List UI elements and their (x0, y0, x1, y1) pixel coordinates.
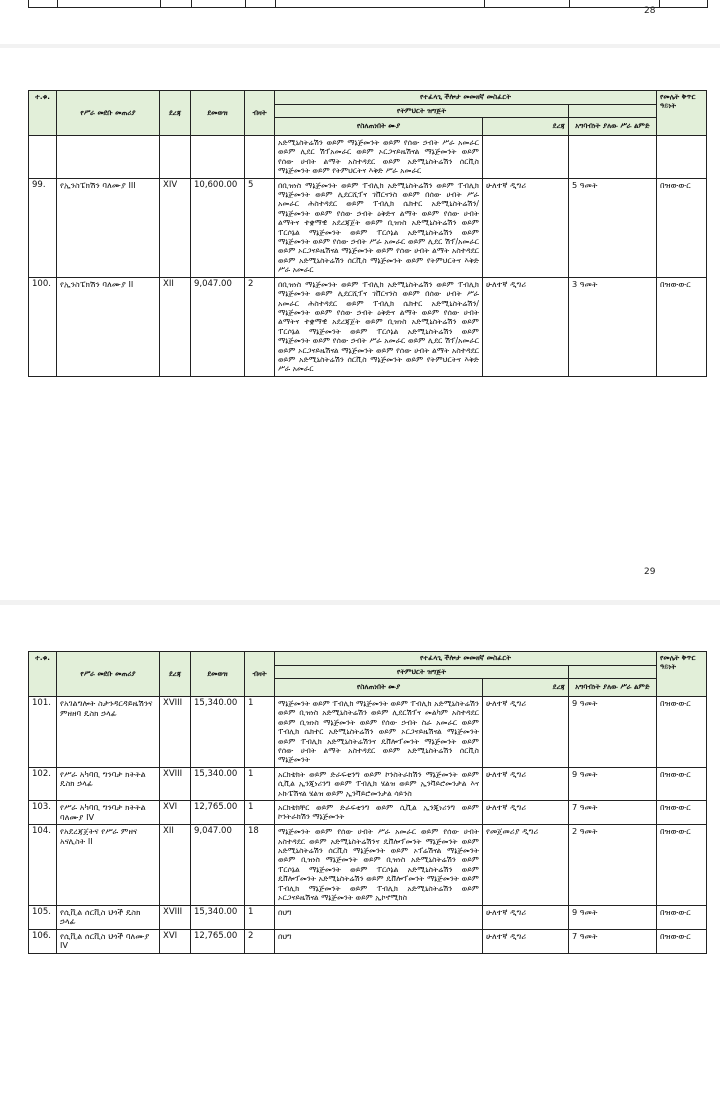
header-field: የስለጠነበት ሙያ (275, 679, 483, 697)
experience: 2 ዓመት (569, 825, 657, 905)
header-field: የስለጠነበት ሙያ (275, 118, 483, 136)
count: 18 (245, 825, 275, 905)
header-qualification: የተፈላጊ ችሎታ መመዘኛ መስፈርት (275, 652, 657, 666)
selection-type: በዝውውር (657, 929, 707, 953)
table-row (29, 697, 707, 768)
count: 1 (245, 697, 275, 768)
row-number: 103. (29, 801, 57, 825)
education-level: ሁለተኛ ዲግሪ (483, 905, 569, 929)
header-count: ብዛት (245, 652, 275, 697)
grade: XVI (160, 929, 191, 953)
row-number: 100. (29, 277, 57, 376)
grade: XIV (160, 178, 191, 277)
education-level: ሁለተኛ ዲግሪ (483, 697, 569, 768)
field-of-study: አርክቴክቸር ወይም ድራፍቲንግ ወይም ሲቪል ኢንጂነሪንግ ወይም ኮንትራክሽን ማኔጅመንት (275, 801, 483, 825)
vacancy-table (28, 651, 707, 954)
salary: 9,047.00 (191, 825, 245, 905)
selection-type: በዝውውር (657, 801, 707, 825)
header-level: ደረጃ (483, 118, 569, 136)
selection-type: በዝውውር (657, 697, 707, 768)
header-selection: የመሌት ቅጥር ዓይነት (657, 652, 707, 697)
row-number: 102. (29, 767, 57, 800)
header-qualification: የተፈላጊ ችሎታ መመዘኛ መስፈርት (275, 91, 657, 105)
experience: 9 ዓመት (569, 697, 657, 768)
job-title: የሥራ አካባቢ ግንባታ ክትትል ዴስክ ኃላፊ (57, 767, 160, 800)
grade: XVI (160, 801, 191, 825)
education-level: የመጀመሪያ ዲግሪ (483, 825, 569, 905)
grade: XII (160, 277, 191, 376)
education-level: ሁለተኛ ዲግሪ (483, 178, 569, 277)
count: 1 (245, 767, 275, 800)
grade: XVIII (160, 697, 191, 768)
job-title: የኢንስፔክሽን ባለሙያ III (57, 178, 160, 277)
count: 1 (245, 905, 275, 929)
count: 5 (245, 178, 275, 277)
salary: 12,765.00 (191, 801, 245, 825)
experience: 3 ዓመት (569, 277, 657, 376)
page-number: 28 (644, 6, 656, 16)
header-empty (569, 104, 657, 118)
table-row (29, 277, 707, 376)
field-of-study: አርክቴክት ወይም ድራፍቲንግ ወይም ኮንስትራክሽን ማኔጅመንት ወይም ሲቪል ኢንጂነሪንግ ወይም ፐብሊክ ሄልዝ ወይም ኢንቫይሮመንታል እና ኦኩፔሽናል ሄልዝ ወይም ኢንቫይሮመንታል ሳይንስ (275, 767, 483, 800)
row-number: 106. (29, 929, 57, 953)
header-experience: አግባብነት ያለው ሥራ ልምድ (569, 679, 657, 697)
experience: 5 ዓመት (569, 178, 657, 277)
header-job-title: የሥራ መደቡ መጠሪያ (57, 91, 160, 136)
grade: XVIII (160, 767, 191, 800)
job-title: የኢንስፔክሽን ባለሙያ II (57, 277, 160, 376)
job-title: የሲቪል ሰርቪስ ህጎች ባለሙያ IV (57, 929, 160, 953)
header-salary: ደመወዝ (191, 652, 245, 697)
header-no: ተ.ቁ. (29, 91, 57, 136)
header-level: ደረጃ (483, 679, 569, 697)
salary: 15,340.00 (191, 767, 245, 800)
header-grade: ደረጃ (160, 91, 191, 136)
row-number: 104. (29, 825, 57, 905)
header-salary: ደመወዝ (191, 91, 245, 136)
row-number: 105. (29, 905, 57, 929)
table-row (29, 801, 707, 825)
count: 2 (245, 277, 275, 376)
grade: XVIII (160, 905, 191, 929)
header-no: ተ.ቁ. (29, 652, 57, 697)
experience: 7 ዓመት (569, 801, 657, 825)
count: 2 (245, 929, 275, 953)
selection-type: በዝውውር (657, 178, 707, 277)
row-number: 101. (29, 697, 57, 768)
education-level: ሁለተኛ ዲግሪ (483, 767, 569, 800)
field-of-study: በቢዝነስ ማኔጅመንት ወይም ፐብሊክ አድሚኒስትሬሽን ወይም ፐብሊክ ማኔጅመንት ወይም ሊደርሺፕና ገቨርናንስ ወይም በሰው ሀብት ሥራ አመራር ሕስተዳደር ወይም ፐብሊክ ሴክተር አድሚኒስትሬሽን/ ማኔጅመንት ወይም የሰው ኃብት ዕቅድና ልማት ወይም የሰው ሀብት ልማትና ተቋማዊ አደረጃጀት ወይም ቢዝነስ አድሚኒስትሬሽን ወይም ፐርሶኔል ማኔጅመንት ወይም ፐርሶኔል አድሚኒስትሬሽን ወይም ማኔጅመንት ወይም የሰው ኃብት ሥራ አመራር ወይም ሊደር ሽፕ/አመራር ወይም ኦርጋናይዜሽናል ማኔጅመንት ወይም የሰው ሀብት ልማት አስተዳደር ወይም አድሚኒስትሬሽን ሰርቪስ ማኔጅመንት ወይም የትምህርትና እቅድ ሥራ አመራር (275, 178, 483, 277)
field-of-study: በህግ (275, 929, 483, 953)
salary: 9,047.00 (191, 277, 245, 376)
field-of-study: አድሚኒስትሬሽን ወይም ማኔጅመንት ወይም የሰው ኃብት ሥራ አመራር ወይም ሊደር ሽፕአመራር ወይም ኦርጋናይዜሽናል ማኔጅመንት ወይም የሰው ሀብት ልማት አስተዳደር ወይም አድሚኒስትሬሽን ሰርቪስ ማኔጅመንት ወይም የትምህርትና እቅድ ሥራ አመራር (275, 136, 483, 179)
job-title: የሥራ አካባቢ ግንባታ ክትትል ባለሙያ IV (57, 801, 160, 825)
selection-type: በዝውውር (657, 277, 707, 376)
page-28-tail (0, 0, 720, 44)
field-of-study: ማኔጅመንት ወይም ፐብሊክ ማኔጅመንት ወይም ፐብሊክ አድሚኒስትሬሽን ወይም ቢዝነስ አድሚኒስትሬሽን ወይም ሊደርሽፕና መልካም አስተዳደር ወይም ቢዝነስ ማኔጅመንት ወይም የሰው ኃብት ስራ አመራር ወይም ፐብሊክ ሴክተር አድሚኒስትሬሽን ወይም ኦርጋናይዜሽናል ማኔጅመንት ወይም ፐብሊክ አድሚኒስትሬሽንና ዴቨሎፕመንት ማኔጅመንት ወይም የሰው ሀብት ልማት አስተዳደር ወይም አድሚኒስትሬሽን ሰርቪስ ማኔጅመንት (275, 697, 483, 768)
header-empty (569, 665, 657, 679)
header-education: የትምህርት ዝግጅት (275, 665, 569, 679)
salary: 15,340.00 (191, 697, 245, 768)
table-bottom-edge (28, 0, 708, 8)
header-grade: ደረጃ (160, 652, 191, 697)
vacancy-table (28, 90, 707, 377)
header-count: ብዛት (245, 91, 275, 136)
experience: 9 ዓመት (569, 767, 657, 800)
table-row (29, 136, 707, 179)
selection-type: በዝውውር (657, 825, 707, 905)
page-29 (0, 48, 720, 600)
experience: 7 ዓመት (569, 929, 657, 953)
grade: XII (160, 825, 191, 905)
table-row (29, 825, 707, 905)
table-row (29, 767, 707, 800)
job-title: የአገልግሎት ስታንዳርዳይዜሽንና ምዘዘባ ዴስክ ኃላፊ (57, 697, 160, 768)
education-level: ሁለተኛ ዲግሪ (483, 801, 569, 825)
page-number: 29 (644, 567, 656, 577)
header-job-title: የሥራ መደቡ መጠሪያ (57, 652, 160, 697)
salary: 15,340.00 (191, 905, 245, 929)
selection-type: በዝውውር (657, 767, 707, 800)
header-experience: አግባብነት ያለው ሥራ ልምድ (569, 118, 657, 136)
header-selection: የመሌት ቅጥር ዓይነት (657, 91, 707, 136)
table-row (29, 905, 707, 929)
row-number: 99. (29, 178, 57, 277)
field-of-study: በቢዝነስ ማኔጅመንት ወይም ፐብሊክ አድሚኒስትሬሽን ወይም ፐብሊክ ማኔጅመንት ወይም ሊደርሺፕና ገቨርናንስ ወይም በሰው ሀብት ሥራ አመራር ሕስተዳደር ወይም ፐብሊክ ሴክተር አድሚኒስትሬሽን/ ማኔጅመንት ወይም የሰው ኃብት ዕቅድና ልማት ወይም የሰው ሀብት ልማትና ተቋማዊ አደረጃጀት ወይም ቢዝነስ አድሚኒስትሬሽን ወይም ፐርሶኔል ማኔጅመንት ወይም ፐርሶኔል አድሚኒስትሬሽን ወይም ማኔጅመንት ወይም የሰው ኃብት ሥራ አመራር ወይም ሊደር ሽፕ/አመራር ወይም ኦርጋናይዜሽናል ማኔጅመንት ወይም የሰው ሀብት ልማት አስተዳደር ወይም አድሚኒስትሬሽን ሰርቪስ ማኔጅመንት ወይም የትምህርትና እቅድ ሥራ አመራር (275, 277, 483, 376)
page-30 (0, 605, 720, 1103)
field-of-study: በህግ (275, 905, 483, 929)
field-of-study: ማኔጅመንት ወይም የሰው ሀብት ሥራ አመራር ወይም የሰው ሀብት አስተዳደር ወይም አድሚኒስትሬሽንና ዴቨሎፕመንት ማኔጅመንት ወይም አድሚኒስትሬሽን ሰርቪስ ማኔጅመንት ወይም ኦፕሬሽናል ማኔጅመንት ወይም ቢዝነስ ማኔጅመንት ወይም ቢዝነስ አድሚኒስትሬሽን ወይም ፐርሶኔል ማኔጅመንት ወይም ፐርሶኔል አድሚኒስትሬሽን ወይም ዴቨሎፕመንት አድሚኒስትሬሽን ወይም ዴቨሎፕመንት ማኔጅመንት ወይም ፐብሊክ ማኔጅመንት ወይም ፐብሊክ አድሚኒስትሬሽን ወይም ኦርጋናይዜሽናል ማኔጅመንት ወይም ኢኮኖሚክስ (275, 825, 483, 905)
salary: 12,765.00 (191, 929, 245, 953)
job-title: የሲቪል ሰርቪስ ህጎች ዴስክ ኃላፊ (57, 905, 160, 929)
header-education: የትምህርት ዝግጅት (275, 104, 569, 118)
table-row (29, 178, 707, 277)
education-level: ሁለተኛ ዲግሪ (483, 277, 569, 376)
count: 1 (245, 801, 275, 825)
education-level: ሁለተኛ ዲግሪ (483, 929, 569, 953)
job-title: የአደረጃጀትና የሥራ ምዘና አናሊስት II (57, 825, 160, 905)
table-row (29, 929, 707, 953)
salary: 10,600.00 (191, 178, 245, 277)
experience: 9 ዓመት (569, 905, 657, 929)
selection-type: በዝውውር (657, 905, 707, 929)
